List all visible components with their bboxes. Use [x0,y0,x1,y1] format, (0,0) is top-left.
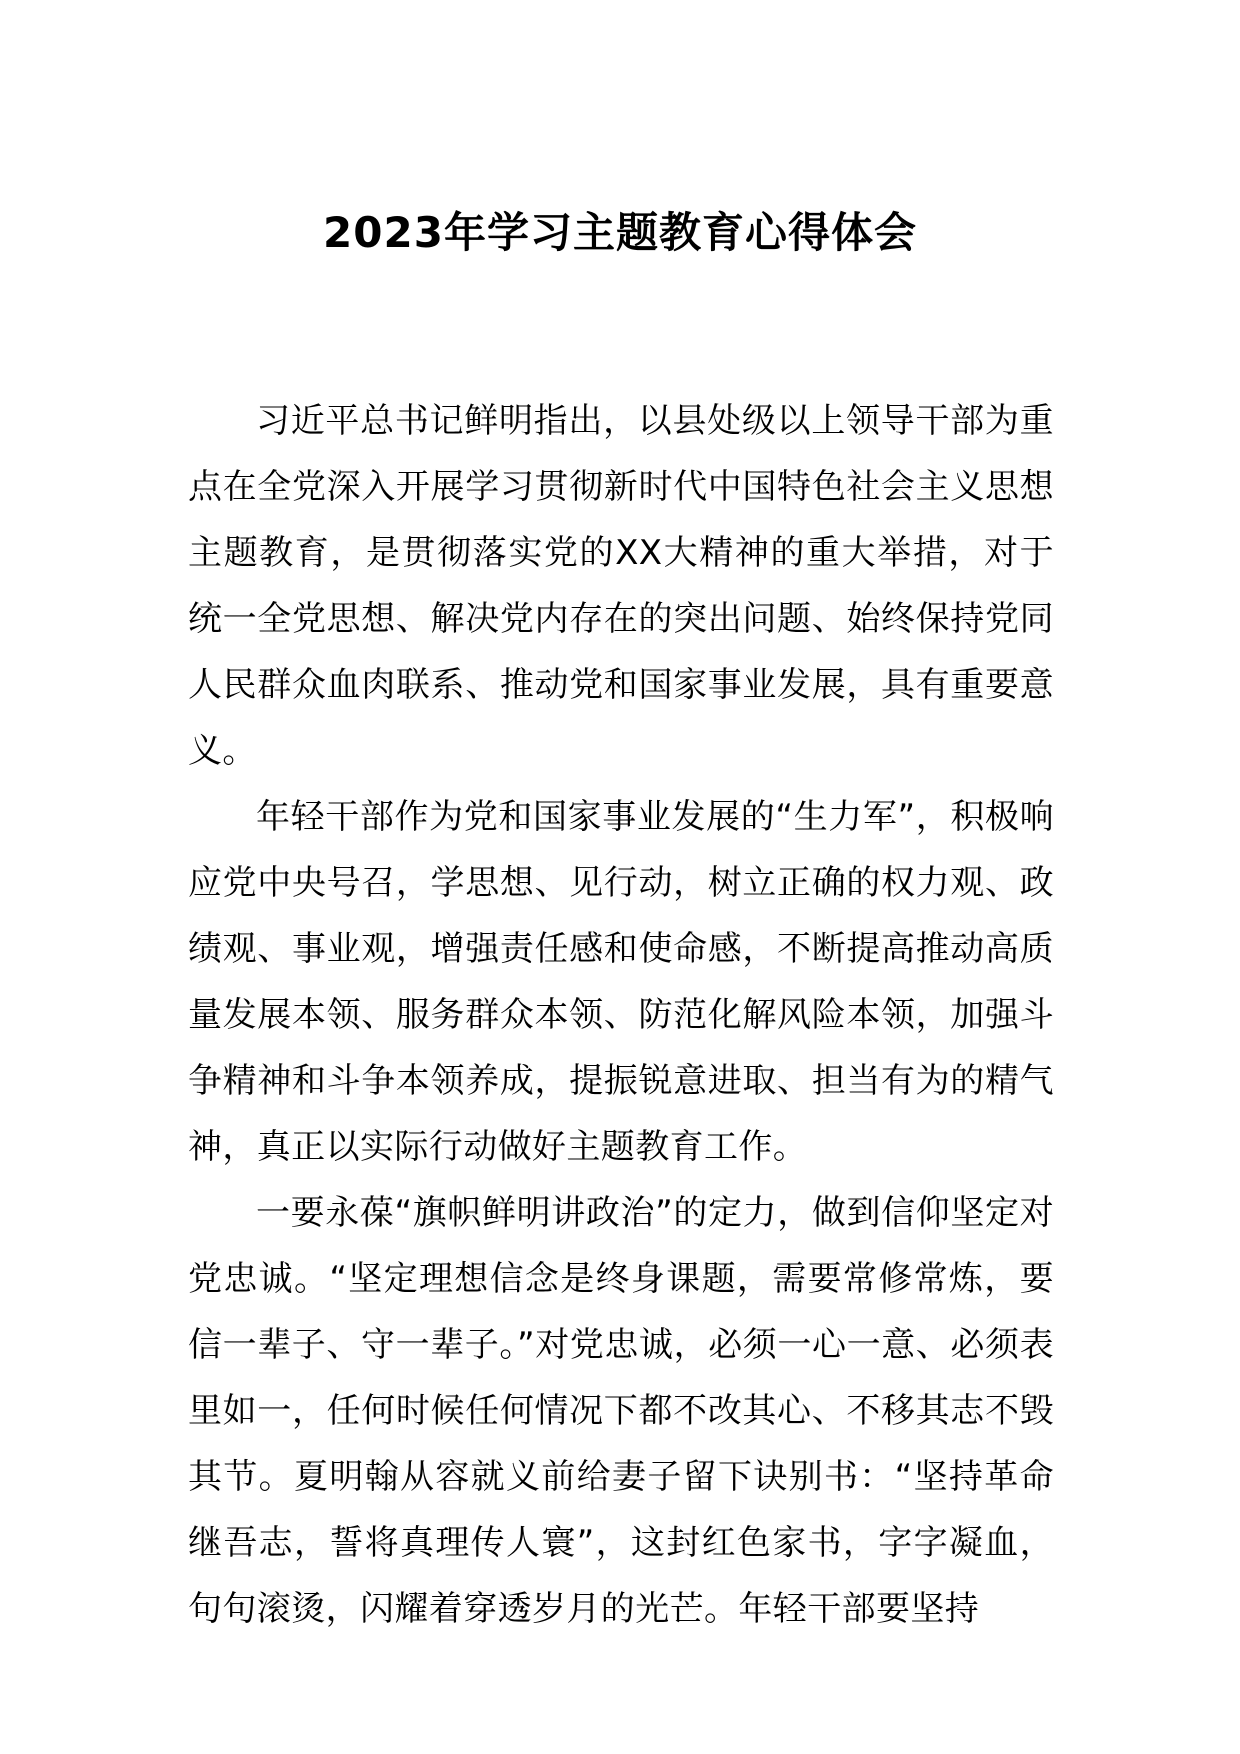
document-body [188,388,1054,1642]
paragraph-3: 一要永葆“旗帜鲜明讲政治”的定力，做到信仰坚定对党忠诚。“坚定理想信念是终身课题，需要常修常炼，要信一辈子、守一辈子。”对党忠诚，必须一心一意、必须表里如一，任何时候任何情况下都不改其心、不移其志不毁其节。夏明翰从容就义前给妻子留下诀别书：“坚持革命继吾志，誓将真理传人寰”，这封红色家书，字字凝血，句句滚烫，闪耀着穿透岁月的光芒。年轻干部要坚持 [188,1193,1054,1629]
paragraph-2: 年轻干部作为党和国家事业发展的“生力军”，积极响应党中央号召，学思想、见行动，树立正确的权力观、政绩观、事业观，增强责任感和使命感，不断提高推动高质量发展本领、服务群众本领、防范化解风险本领，加强斗争精神和斗争本领养成，提振锐意进取、担当有为的精气神，真正以实际行动做好主题教育工作。 [188,797,1054,1167]
paragraph-1: 习近平总书记鲜明指出，以县处级以上领导干部为重点在全党深入开展学习贯彻新时代中国特色社会主义思想主题教育，是贯彻落实党的XX大精神的重大举措，对于统一全党思想、解决党内存在的突出问题、始终保持党同人民群众血肉联系、推动党和国家事业发展，具有重要意义。 [188,401,1054,771]
document-title: 2023年学习主题教育心得体会 [323,208,917,257]
